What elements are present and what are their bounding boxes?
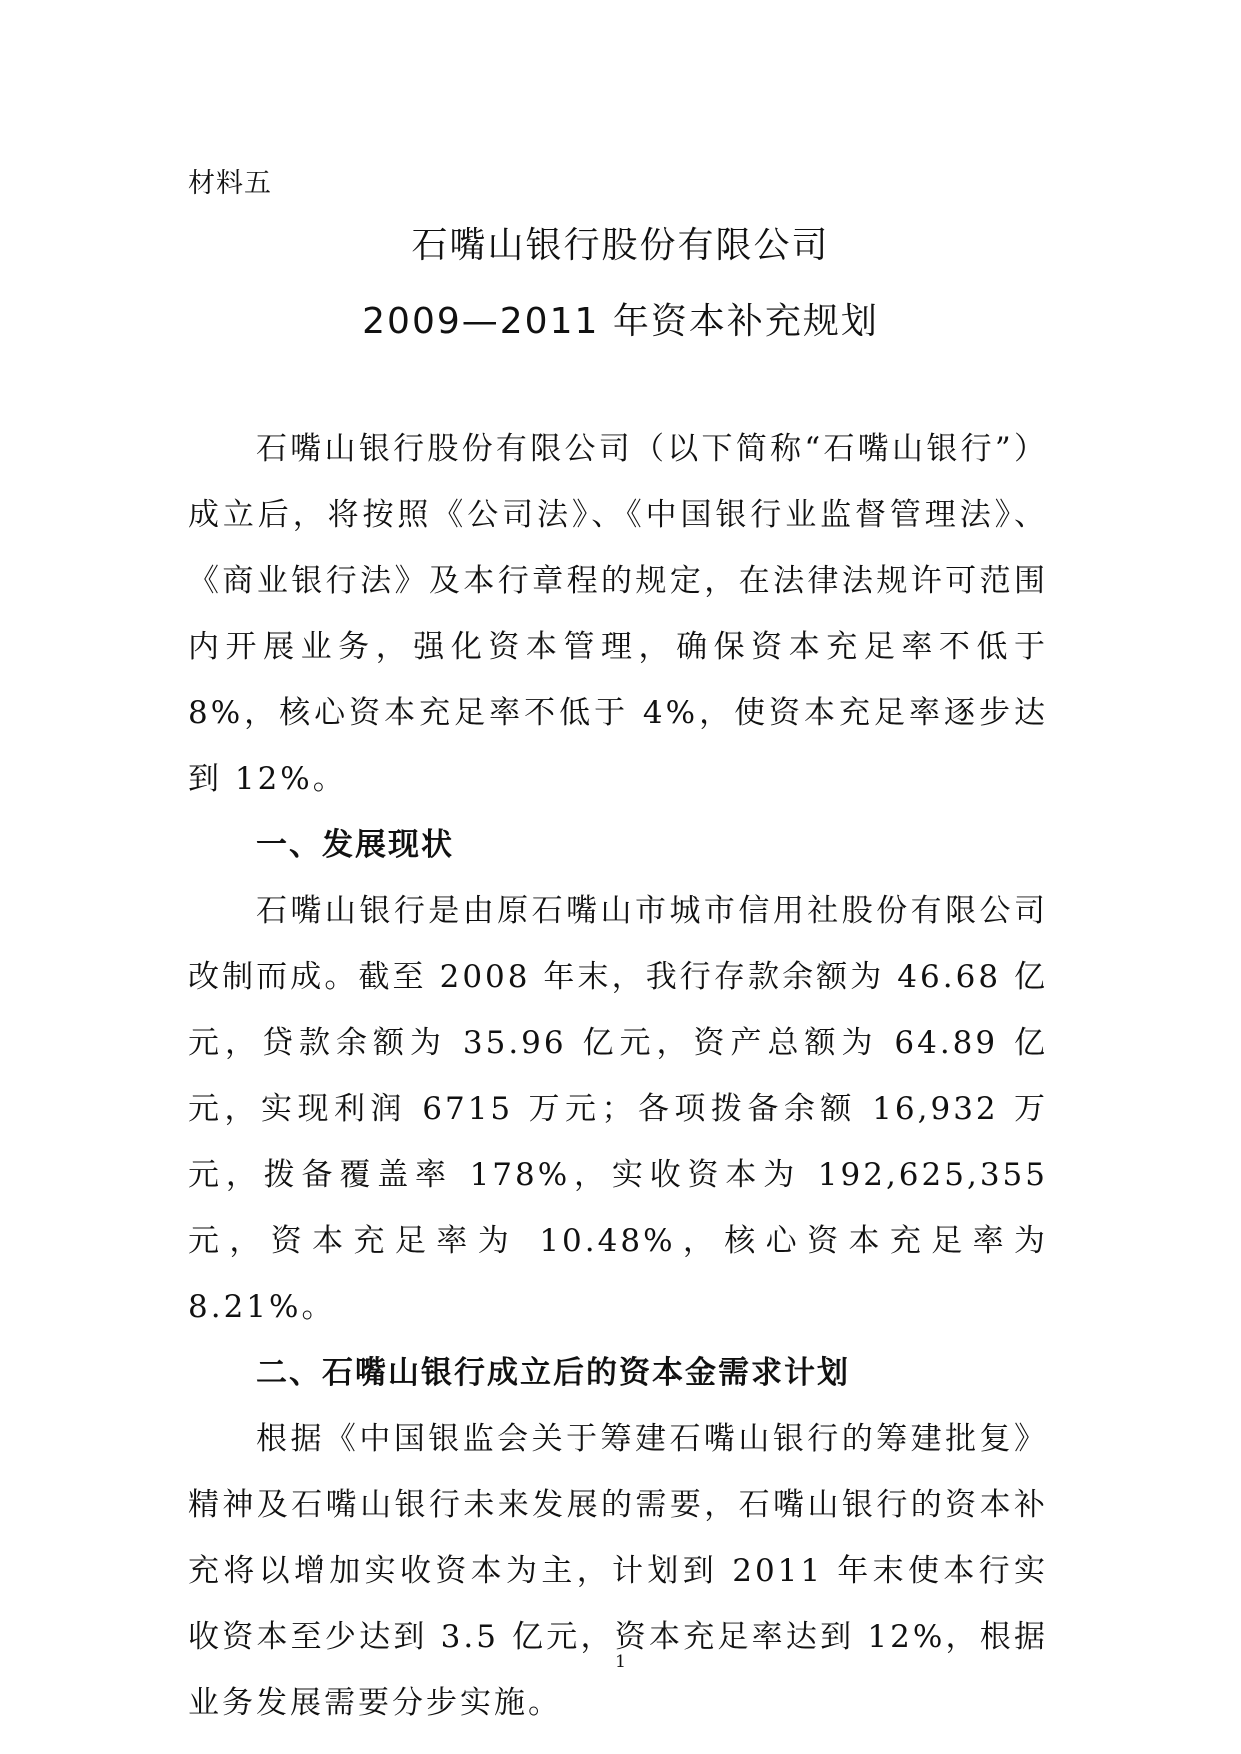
page-number: 1 xyxy=(615,1652,626,1672)
section1-paragraph: 石嘴山银行是由原石嘴山市城市信用社股份有限公司改制而成。截至 2008 年末，我行存款余额为 46.68 亿元，贷款余额为 35.96 亿元，资产总额为 64.89 亿元，实现利润 6715 万元；各项拨备余额 16,932 万元，拨备覆盖率 178%，实收资本为 192,625,355 元，资本充足率为 10.48%，核心资本充足率为 8.21%。 xyxy=(188,893,1048,1325)
section2-paragraph: 根据《中国银监会关于筹建石嘴山银行的筹建批复》精神及石嘴山银行未来发展的需要，石嘴山银行的资本补充将以增加实收资本为主，计划到 2011 年末使本行实收资本至少达到 3.5 亿元，资本充足率达到 12%，根据业务发展需要分步实施。 xyxy=(188,1421,1048,1721)
document-body xyxy=(188,416,1048,1736)
section2-heading: 二、石嘴山银行成立后的资本金需求计划 xyxy=(256,1355,850,1391)
intro-paragraph: 石嘴山银行股份有限公司（以下简称“石嘴山银行”）成立后，将按照《公司法》、《中国银行业监督管理法》、《商业银行法》及本行章程的规定，在法律法规许可范围内开展业务，强化资本管理，确保资本充足率不低于 8%，核心资本充足率不低于 4%，使资本充足率逐步达到 12%。 xyxy=(188,431,1048,797)
document-label: 材料五 xyxy=(188,168,272,199)
section1-heading: 一、发展现状 xyxy=(256,827,454,863)
document-title: 石嘴山银行股份有限公司 xyxy=(411,225,830,266)
document-subtitle: 2009—2011 年资本补充规划 xyxy=(362,301,879,342)
